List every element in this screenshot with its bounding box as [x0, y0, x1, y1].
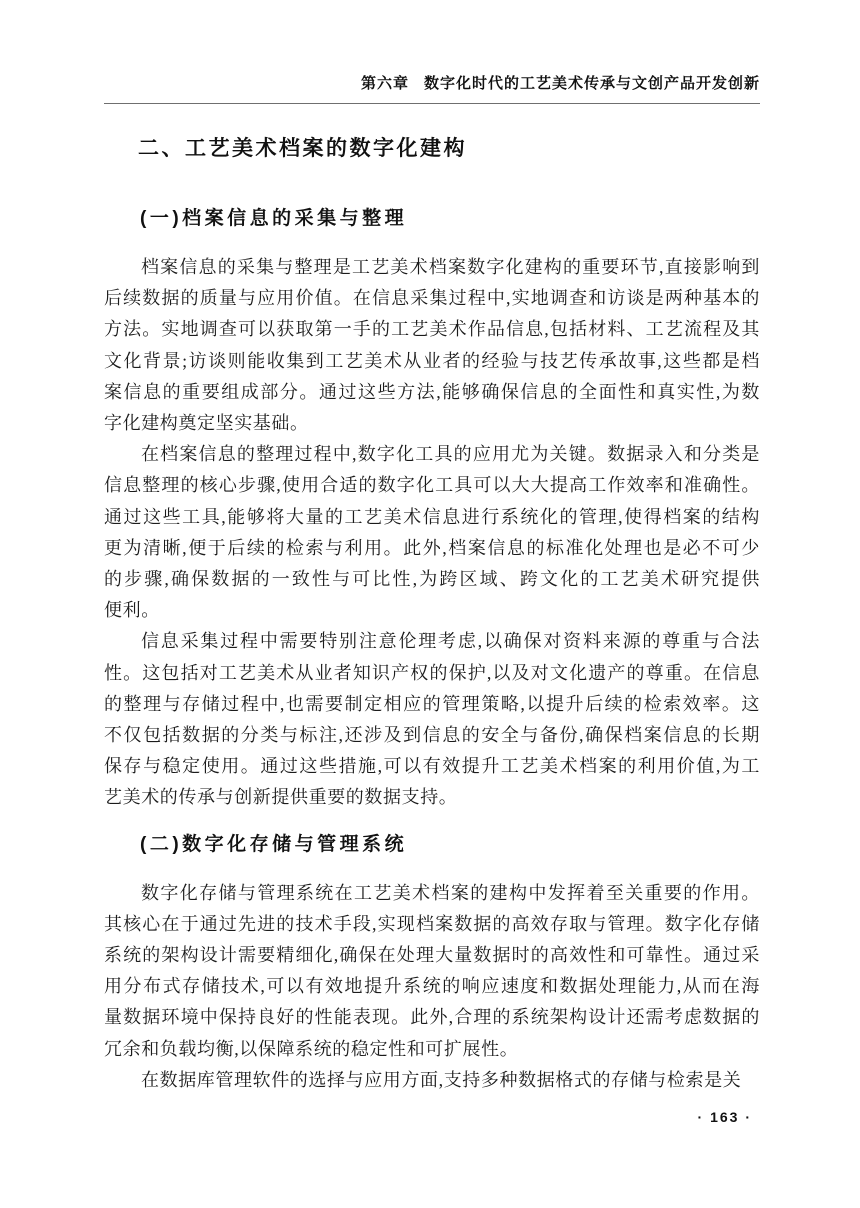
paragraph-line: 便利。: [104, 600, 160, 621]
paragraph: [104, 1065, 760, 1096]
paragraph-line: 通过这些工具,能够将大量的工艺美术信息进行系统化的管理,使得档案的结构: [104, 506, 760, 527]
subsection: [104, 831, 760, 1096]
paragraph-line: 性。这包括对工艺美术从业者知识产权的保护,以及对文化遗产的尊重。在信息: [104, 662, 760, 683]
paragraph: [104, 878, 760, 1065]
subsection-heading: (一)档案信息的采集与整理: [140, 208, 408, 229]
paragraph-line: 在档案信息的整理过程中,数字化工具的应用尤为关键。数据录入和分类是: [141, 444, 760, 465]
paragraph-line: 的整理与存储过程中,也需要制定相应的管理策略,以提升后续的检索效率。这: [104, 693, 760, 714]
subsection: [104, 205, 760, 814]
paragraph: [104, 439, 760, 626]
paragraph-line: 更为清晰,便于后续的检索与利用。此外,档案信息的标准化处理也是必不可少: [104, 537, 760, 558]
chapter-title: 数字化时代的工艺美术传承与文创产品开发创新: [423, 75, 760, 92]
paragraph: [104, 252, 760, 439]
paragraph-line: 信息整理的核心步骤,使用合适的数字化工具可以大大提高工作效率和准确性。: [104, 475, 760, 496]
paragraph-line: 用分布式存储技术,可以有效地提升系统的响应速度和数据处理能力,从而在海: [104, 976, 760, 997]
paragraph-line: 后续数据的质量与应用价值。在信息采集过程中,实地调查和访谈是两种基本的: [104, 288, 760, 309]
header-rule: [104, 103, 760, 104]
paragraph-line: 档案信息的采集与整理是工艺美术档案数字化建构的重要环节,直接影响到: [141, 257, 760, 277]
paragraph-line: 系统的架构设计需要精细化,确保在处理大量数据时的高效性和可靠性。通过采: [104, 945, 760, 966]
paragraph-line: 艺美术的传承与创新提供重要的数据支持。: [104, 787, 458, 808]
page-number: · 163 ·: [697, 1109, 752, 1126]
paragraph-line: 冗余和负载均衡,以保障系统的稳定性和可扩展性。: [104, 1038, 519, 1059]
paragraph-line: 不仅包括数据的分类与标注,还涉及到信息的安全与备份,确保档案信息的长期: [104, 725, 760, 746]
paragraph: [104, 626, 760, 813]
paragraph-line: 字化建构奠定坚实基础。: [104, 413, 309, 434]
body-content: [104, 205, 760, 1096]
paragraph-line: 量数据环境中保持良好的性能表现。此外,合理的系统架构设计还需考虑数据的: [104, 1007, 760, 1028]
chapter-label: 第六章: [360, 75, 409, 92]
main-title: 二、工艺美术档案的数字化建构: [138, 137, 467, 160]
paragraph-line: 在数据库管理软件的选择与应用方面,支持多种数据格式的存储与检索是关: [141, 1069, 742, 1090]
paragraph-line: 数字化存储与管理系统在工艺美术档案的建构中发挥着至关重要的作用。: [141, 882, 760, 903]
running-head-text: [104, 74, 760, 94]
paragraph-line: 其核心在于通过先进的技术手段,实现档案数据的高效存取与管理。数字化存储: [104, 913, 760, 934]
paragraph-line: 保存与稳定使用。通过这些措施,可以有效提升工艺美术档案的利用价值,为工: [104, 756, 760, 777]
paragraph-line: 信息采集过程中需要特别注意伦理考虑,以确保对资料来源的尊重与合法: [141, 631, 760, 652]
running-header: [104, 0, 760, 104]
paragraph-line: 方法。实地调查可以获取第一手的工艺美术作品信息,包括材料、工艺流程及其: [104, 319, 760, 340]
paragraph-line: 案信息的重要组成部分。通过这些方法,能够确保信息的全面性和真实性,为数: [104, 381, 760, 402]
subsection-heading: (二)数字化存储与管理系统: [140, 833, 408, 855]
paragraph-line: 的步骤,确保数据的一致性与可比性,为跨区域、跨文化的工艺美术研究提供: [104, 569, 760, 590]
paragraph-line: 文化背景;访谈则能收集到工艺美术从业者的经验与技艺传承故事,这些都是档: [104, 350, 760, 371]
